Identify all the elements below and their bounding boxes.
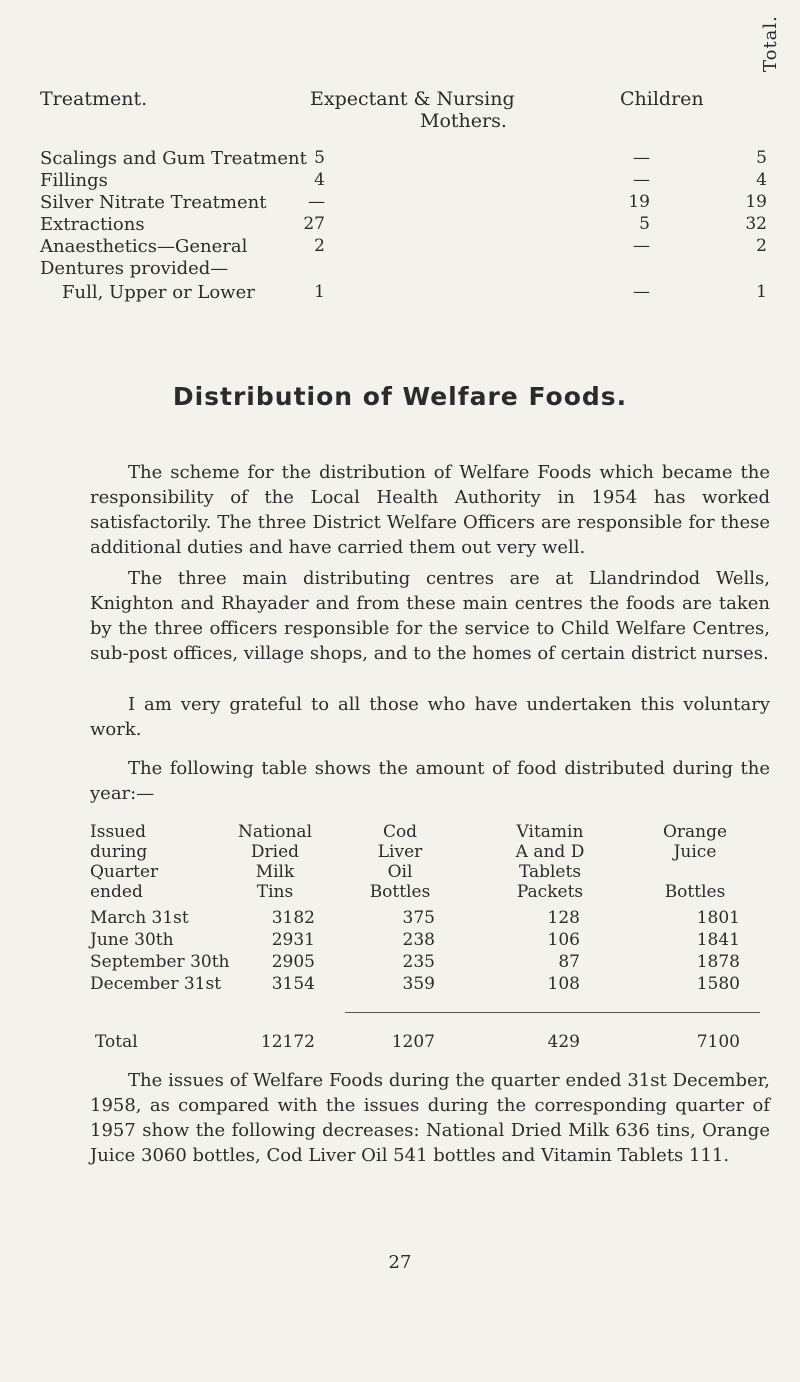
treatment-header: Treatment. xyxy=(40,88,148,110)
treatment-row-label: Fillings xyxy=(40,170,108,191)
treatment-cell-total: 19 xyxy=(745,192,767,212)
treatment-row-label: Extractions xyxy=(40,214,145,235)
paragraph-decreases: The issues of Welfare Foods during the quarter ended 31st December, 1958, as compared with the issues during the corresponding quarter of 1957 show the following decreases: National Dried Milk 636 tins, Orange Juice 3060 bottles, Cod Liver Oil 541 bottles and Vitamin Tablets 111. xyxy=(90,1070,770,1166)
paragraph-gratitude: I am very grateful to all those who have undertaken this voluntary work. xyxy=(90,694,770,740)
quarter-label: September 30th xyxy=(90,952,230,972)
treatment-cell-mothers: 5 xyxy=(314,148,325,168)
treatment-cell-mothers: 27 xyxy=(303,214,325,234)
food-cell-cod: 359 xyxy=(402,974,435,994)
food-cell-vitamin: 108 xyxy=(547,974,580,994)
food-cell-cod: 235 xyxy=(402,952,435,972)
paragraph-table-intro: The following table shows the amount of food distributed during the year:— xyxy=(90,758,770,804)
header-vitamin: Vitamin A and D Tablets Packets xyxy=(515,822,585,902)
treatment-cell-children: — xyxy=(633,236,650,256)
mothers-header-line2: Mothers. xyxy=(420,110,507,132)
children-header: Children xyxy=(620,88,704,110)
treatment-row-label: Silver Nitrate Treatment xyxy=(40,192,267,213)
header-milk: National Dried Milk Tins xyxy=(237,822,313,902)
total-label: Total xyxy=(95,1032,138,1052)
food-cell-orange: 1878 xyxy=(696,952,740,972)
treatment-cell-mothers: 2 xyxy=(314,236,325,256)
header-cod: Cod Liver Oil Bottles xyxy=(369,822,431,902)
mothers-header-line1: Expectant & Nursing xyxy=(310,88,515,110)
treatment-row-label: Dentures provided— xyxy=(40,258,229,279)
treatment-row-label: Anaesthetics—General xyxy=(40,236,248,257)
treatment-cell-children: 5 xyxy=(639,214,650,234)
treatment-cell-total: 2 xyxy=(756,236,767,256)
treatment-cell-mothers: 4 xyxy=(314,170,325,190)
paragraph-centres: The three main distributing centres are at Llandrindod Wells, Knighton and Rhayader and from these main centres the foods are taken by the three officers responsible for the service to Child Welfare Centres, sub-post offices, village shops, and to the homes of certain district nurses. xyxy=(90,568,770,664)
treatment-cell-total: 32 xyxy=(745,214,767,234)
food-cell-cod: 238 xyxy=(402,930,435,950)
quarter-label: June 30th xyxy=(90,930,174,950)
food-cell-orange: 1580 xyxy=(696,974,740,994)
food-cell-milk: 2931 xyxy=(271,930,315,950)
treatment-cell-children: 19 xyxy=(628,192,650,212)
food-cell-vitamin: 128 xyxy=(547,908,580,928)
treatment-cell-total: 4 xyxy=(756,170,767,190)
total-orange: 7100 xyxy=(696,1032,740,1052)
quarter-label: March 31st xyxy=(90,908,189,928)
food-cell-milk: 2905 xyxy=(271,952,315,972)
section-title: Distribution of Welfare Foods. xyxy=(172,382,628,411)
total-header: Total. xyxy=(760,15,781,72)
header-orange: Orange Juice Bottles xyxy=(662,822,728,902)
page-number: 27 xyxy=(388,1252,412,1273)
treatment-cell-children: — xyxy=(633,282,650,302)
treatment-cell-mothers: — xyxy=(308,192,325,212)
paragraph-scheme: The scheme for the distribution of Welfare Foods which became the responsibility of the Local Health Authority in 1954 has worked satisfactorily. The three District Welfare Officers are responsible for these additional duties and have carried them out very well. xyxy=(90,462,770,558)
treatment-cell-mothers: 1 xyxy=(314,282,325,302)
food-cell-milk: 3182 xyxy=(271,908,315,928)
treatment-cell-total: 5 xyxy=(756,148,767,168)
food-cell-cod: 375 xyxy=(402,908,435,928)
quarter-label: December 31st xyxy=(90,974,222,994)
treatment-cell-total: 1 xyxy=(756,282,767,302)
total-milk: 12172 xyxy=(260,1032,315,1052)
food-cell-milk: 3154 xyxy=(271,974,315,994)
total-vitamin: 429 xyxy=(547,1032,580,1052)
treatment-row-label: Scalings and Gum Treatment xyxy=(40,148,307,169)
total-rule xyxy=(345,1012,760,1013)
food-cell-vitamin: 87 xyxy=(558,952,580,972)
treatment-row-label: Full, Upper or Lower xyxy=(62,282,255,303)
treatment-cell-children: — xyxy=(633,170,650,190)
header-issued: Issued during Quarter ended xyxy=(90,822,159,902)
food-cell-orange: 1801 xyxy=(696,908,740,928)
food-cell-orange: 1841 xyxy=(696,930,740,950)
total-cod: 1207 xyxy=(391,1032,435,1052)
treatment-cell-children: — xyxy=(633,148,650,168)
food-cell-vitamin: 106 xyxy=(547,930,580,950)
